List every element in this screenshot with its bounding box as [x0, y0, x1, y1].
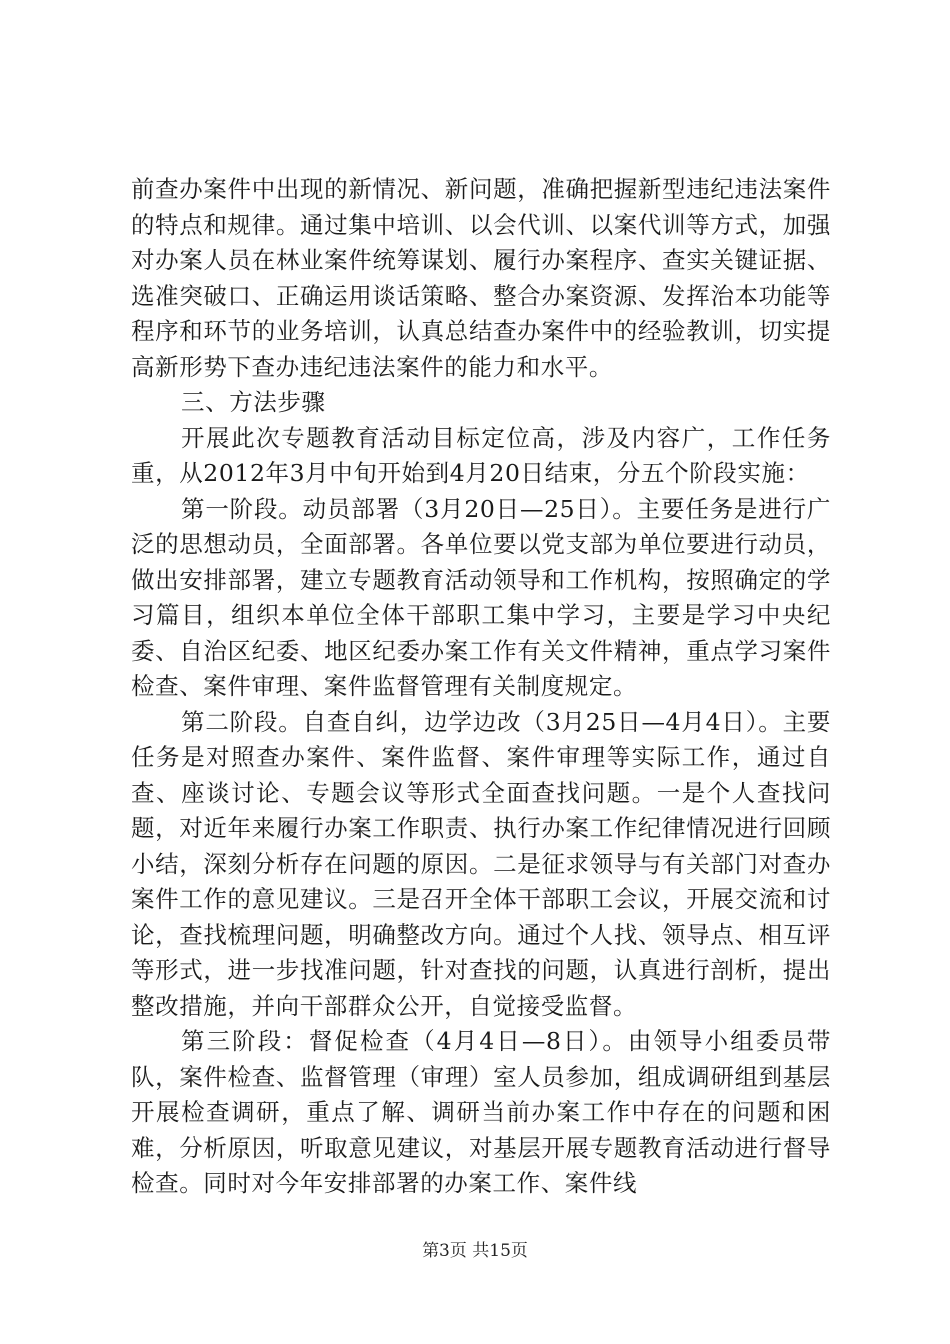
paragraph-continuation: 前查办案件中出现的新情况、新问题，准确把握新型违纪违法案件的特点和规律。通过集中培训、以会代训、以案代训等方式，加强对办案人员在林业案件统筹谋划、履行办案程序、查实关键证据、选准突破口、正确运用谈话策略、整合办案资源、发挥治本功能等程序和环节的业务培训，认真总结查办案件中的经验教训，切实提高新形势下查办违纪违法案件的能力和水平。 — [131, 175, 831, 381]
paragraph-stage-2: 第二阶段。自查自纠，边学边改（3月25日—4月4日）。主要任务是对照查办案件、案件监督、案件审理等实际工作，通过自查、座谈讨论、专题会议等形式全面查找问题。一是个人查找问题，对近年来履行办案工作职责、执行办案工作纪律情况进行回顾小结，深刻分析存在问题的原因。二是征求领导与有关部门对查办案件工作的意见建议。三是召开全体干部职工会议，开展交流和讨论，查找梳理问题，明确整改方向。通过个人找、领导点、相互评等形式，进一步找准问题，针对查找的问题，认真进行剖析，提出整改措施，并向干部群众公开，自觉接受监督。 — [131, 707, 831, 1020]
section-heading: 三、方法步骤 — [181, 388, 326, 416]
page-number-footer: 第3页 共15页 — [422, 1241, 528, 1261]
document-body — [131, 172, 831, 1202]
paragraph-stage-3: 第三阶段：督促检查（4月4日—8日）。由领导小组委员带队，案件检查、监督管理（审理）室人员参加，组成调研组到基层开展检查调研，重点了解、调研当前办案工作中存在的问题和困难，分析原因，听取意见建议，对基层开展专题教育活动进行督导检查。同时对今年安排部署的办案工作、案件线 — [131, 1027, 831, 1197]
paragraph-stage-1: 第一阶段。动员部署（3月20日—25日）。主要任务是进行广泛的思想动员，全面部署。各单位要以党支部为单位要进行动员，做出安排部署，建立专题教育活动领导和工作机构，按照确定的学习篇目，组织本单位全体干部职工集中学习，主要是学习中央纪委、自治区纪委、地区纪委办案工作有关文件精神，重点学习案件检查、案件审理、案件监督管理有关制度规定。 — [131, 494, 831, 700]
paragraph-intro: 开展此次专题教育活动目标定位高，涉及内容广，工作任务重，从2012年3月中旬开始到4月20日结束，分五个阶段实施： — [131, 423, 831, 487]
